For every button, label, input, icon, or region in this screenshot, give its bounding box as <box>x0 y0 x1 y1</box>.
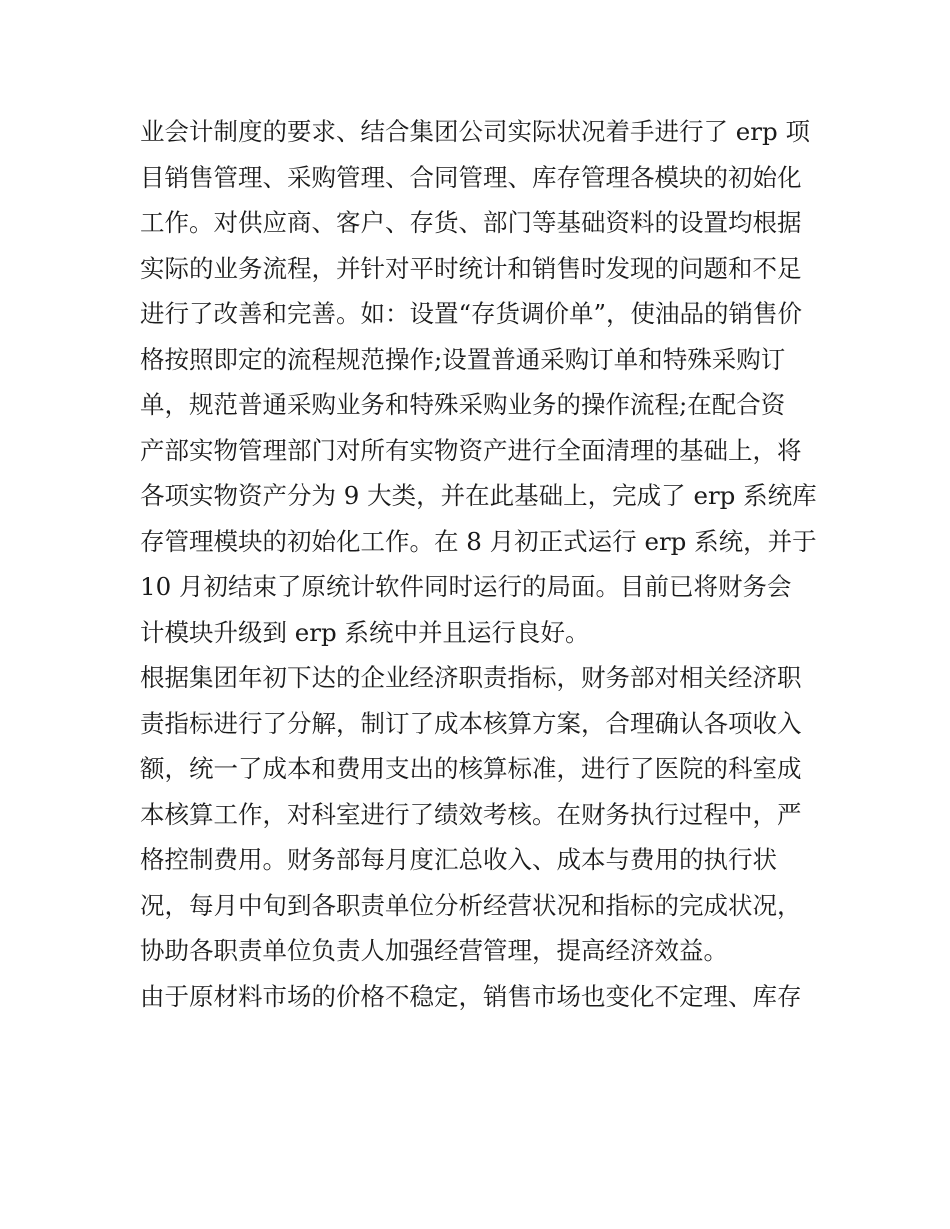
body-text <box>140 109 820 1019</box>
text-line: 10 月初结束了原统计软件同时运行的局面。目前已将财务会 <box>140 572 792 601</box>
text-line: 本核算工作，对科室进行了绩效考核。在财务执行过程中，严 <box>140 799 802 829</box>
text-line: 产部实物管理部门对所有实物资产进行全面清理的基础上，将 <box>140 435 802 465</box>
text-line: 计模块升级到 erp 系统中并且运行良好。 <box>140 617 590 647</box>
text-line: 额，统一了成本和费用支出的核算标准，进行了医院的科室成 <box>140 754 802 783</box>
text-line: 各项实物资产分为 9 大类，并在此基础上，完成了 erp 系统库 <box>140 481 817 510</box>
text-line: 责指标进行了分解，制订了成本核算方案，合理确认各项收入 <box>140 708 802 738</box>
text-line: 存管理模块的初始化工作。在 8 月初正式运行 erp 系统，并于 <box>140 526 817 556</box>
text-line: 单，规范普通采购业务和特殊采购业务的操作流程;在配合资 <box>140 390 786 419</box>
text-line: 况，每月中旬到各职责单位分析经营状况和指标的完成状况， <box>140 890 802 920</box>
text-line: 协助各职责单位负责人加强经营管理，提高经济效益。 <box>140 936 728 965</box>
text-line: 根据集团年初下达的企业经济职责指标，财务部对相关经济职 <box>140 663 802 692</box>
text-line: 业会计制度的要求、结合集团公司实际状况着手进行了 erp 项 <box>140 117 810 146</box>
text-line: 实际的业务流程，并针对平时统计和销售时发现的问题和不足 <box>140 253 802 283</box>
text-line: 目销售管理、采购管理、合同管理、库存管理各模块的初始化 <box>140 162 802 192</box>
text-line: 格控制费用。财务部每月度汇总收入、成本与费用的执行状 <box>140 845 777 874</box>
text-line: 进行了改善和完善。如：设置“存货调价单”，使油品的销售价 <box>140 299 803 328</box>
text-line: 由于原材料市场的价格不稳定，销售市场也变化不定理、库存 <box>140 981 802 1011</box>
text-line: 工作。对供应商、客户、存货、部门等基础资料的设置均根据 <box>140 208 802 237</box>
text-line: 格按照即定的流程规范操作;设置普通采购订单和特殊采购订 <box>140 344 786 374</box>
